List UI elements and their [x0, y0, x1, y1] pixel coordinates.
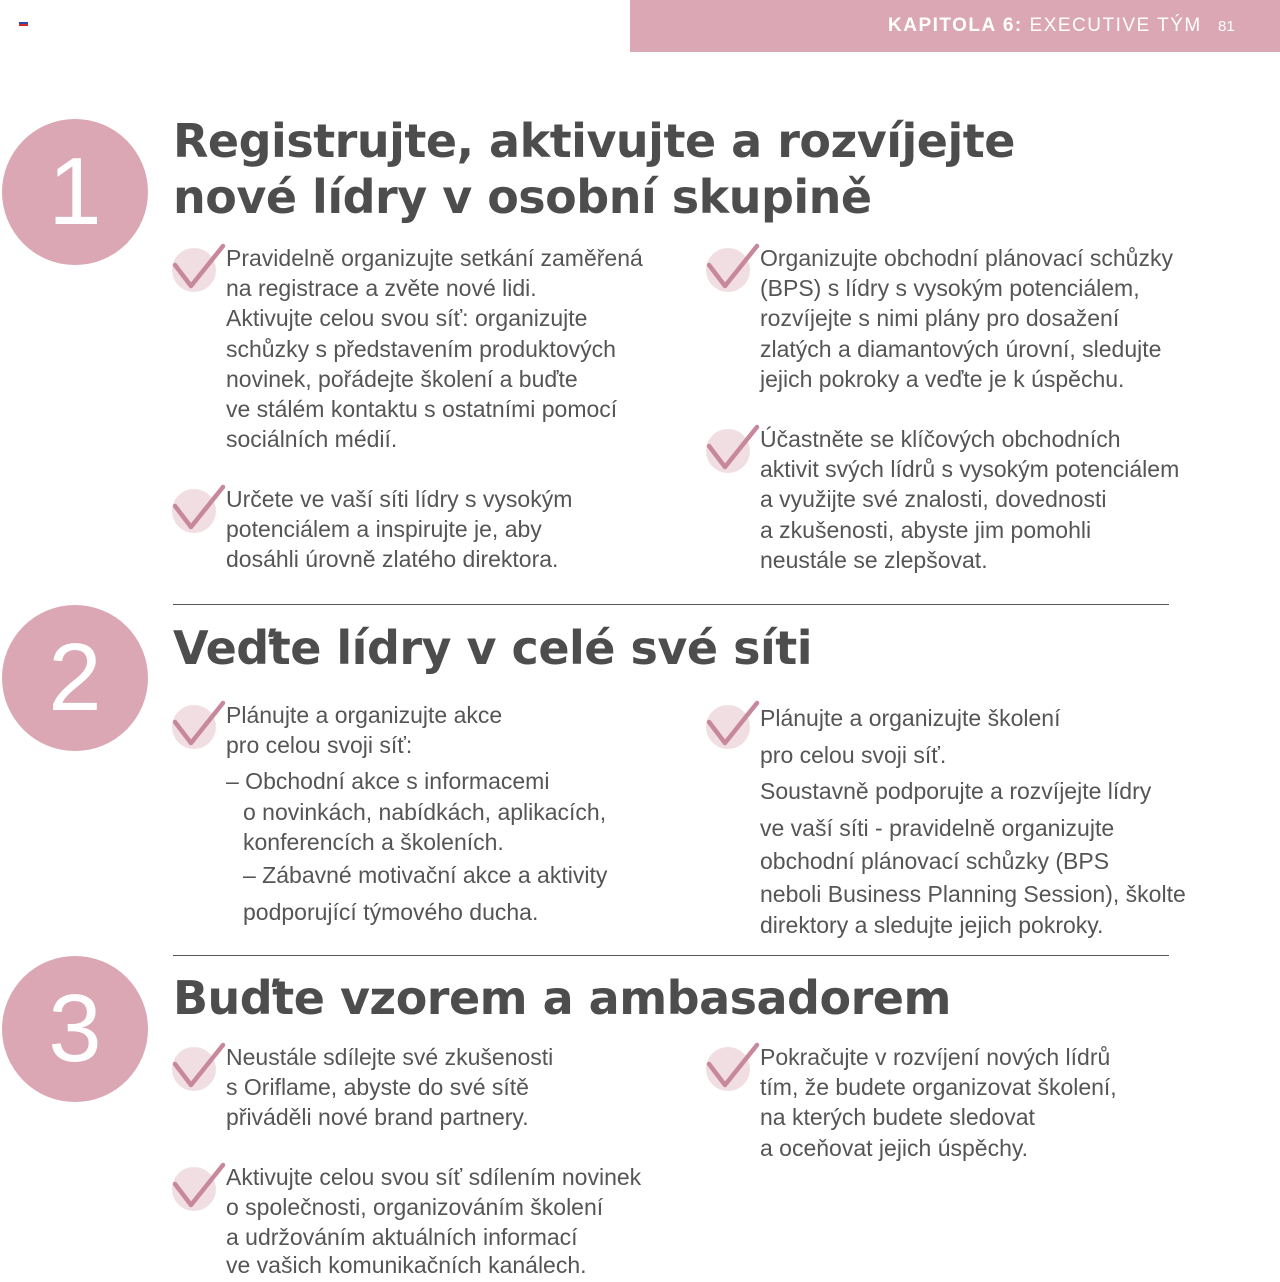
item-text: [226, 484, 572, 575]
list-item: [706, 243, 1173, 394]
text-line: rozvíjejte s nimi plány pro dosažení: [760, 305, 1120, 332]
chapter-header: [630, 0, 1280, 52]
text-line: Neustále sdílejte své zkušenosti: [226, 1044, 554, 1070]
text-line: Plánujte a organizujte akce: [226, 702, 503, 728]
check-mark-icon: [172, 243, 228, 297]
text-line: – Zábavné motivační akce a aktivity: [243, 862, 608, 889]
text-line: neboli Business Planning Session), školte: [760, 881, 1186, 908]
text-line: potenciálem a inspirujte je, aby: [226, 516, 542, 543]
item-text: [760, 1042, 1117, 1163]
text-line: pro celou svoji síť.: [760, 741, 947, 768]
item-text: [760, 243, 1173, 394]
text-line: ve stálém kontaktu s ostatními pomocí: [226, 396, 618, 423]
text-line: neustále se zlepšovat.: [760, 546, 988, 573]
check-mark-icon: [172, 484, 228, 538]
list-item: [172, 700, 607, 930]
text-line: na registrace a zvěte nové lidi.: [226, 275, 537, 302]
section-title-2: [173, 620, 812, 676]
text-line: přiváděli nové brand partnery.: [226, 1104, 529, 1131]
check-mark-icon: [706, 424, 762, 478]
chapter-title: [888, 15, 1202, 37]
text-line: a zkušenosti, abyste jim pomohli: [760, 516, 1092, 543]
text-line: o společnosti, organizováním školení: [226, 1194, 604, 1221]
text-line: ve vašich komunikačních kanálech.: [226, 1251, 587, 1278]
text-line: o novinkách, nabídkách, aplikacích,: [243, 798, 607, 825]
check-mark-icon: [706, 1042, 762, 1096]
list-item: [706, 1042, 1117, 1163]
list-item: [706, 424, 1179, 575]
list-item: [172, 484, 572, 575]
text-line: na kterých budete sledovat: [760, 1104, 1035, 1131]
item-text: [226, 700, 607, 930]
text-line: podporující týmového ducha.: [243, 898, 539, 925]
list-item: [172, 243, 643, 454]
section-title-3: [173, 970, 951, 1026]
text-line: Účastněte se klíčových obchodních: [760, 426, 1121, 452]
text-line: zlatých a diamantových úrovní, sledujte: [760, 335, 1162, 362]
text-line: obchodní plánovací schůzky (BPS: [760, 848, 1110, 874]
check-mark-icon: [172, 1042, 228, 1096]
text-line: (BPS) s lídry s vysokým potenciálem,: [760, 275, 1140, 302]
text-line: direktory a sledujte jejich pokroky.: [760, 911, 1104, 938]
chapter-label: KAPITOLA 6:: [888, 15, 1023, 36]
item-text: [226, 1042, 553, 1133]
text-line: tím, že budete organizovat školení,: [760, 1074, 1117, 1101]
text-line: aktivit svých lídrů s vysokým potenciálem: [760, 456, 1180, 483]
text-line: a oceňovat jejich úspěchy.: [760, 1134, 1029, 1161]
text-line: schůzky s představením produktových: [226, 335, 616, 362]
check-mark-icon: [172, 1162, 228, 1216]
flag-icon: [19, 20, 28, 26]
section-title-1: [173, 113, 1015, 225]
section-divider: [173, 604, 1169, 605]
title-line: Registrujte, aktivujte a rozvíjejte: [173, 114, 1015, 168]
item-text: [760, 424, 1179, 575]
text-line: Aktivujte celou svou síť: organizujte: [226, 305, 588, 332]
text-line: Pravidelně organizujte setkání zaměřená: [226, 245, 643, 271]
chapter-name: EXECUTIVE TÝM: [1029, 15, 1202, 36]
text-line: Určete ve vaší síti lídry s vysokým: [226, 486, 573, 512]
check-mark-icon: [706, 700, 762, 754]
title-line: nové lídry v osobní skupině: [173, 170, 872, 224]
text-line: ve vaší síti - pravidelně organizujte: [760, 814, 1115, 841]
list-item: [172, 1162, 641, 1277]
text-line: konferencích a školeních.: [243, 828, 504, 855]
title-line: Buďte vzorem a ambasadorem: [173, 971, 951, 1025]
section-divider: [173, 955, 1169, 956]
text-line: a udržováním aktuálních informací: [226, 1224, 578, 1251]
section-number-1: 1: [2, 119, 148, 265]
item-text: [226, 243, 643, 454]
text-line: novinek, pořádejte školení a buďte: [226, 365, 578, 392]
section-number-2: 2: [2, 605, 148, 751]
text-line: dosáhli úrovně zlatého direktora.: [226, 546, 559, 573]
list-item: [706, 700, 1186, 937]
text-line: Plánujte a organizujte školení: [760, 705, 1061, 731]
item-text: [226, 1162, 641, 1277]
text-line: Organizujte obchodní plánovací schůzky: [760, 245, 1173, 271]
text-line: pro celou svoji síť:: [226, 732, 413, 759]
item-text: [760, 700, 1186, 937]
title-line: Veďte lídry v celé své síti: [173, 621, 812, 675]
text-line: sociálních médií.: [226, 426, 398, 453]
text-line: Aktivujte celou svou síť sdílením novinek: [226, 1164, 642, 1190]
section-number-3: 3: [2, 956, 148, 1102]
check-mark-icon: [706, 243, 762, 297]
check-mark-icon: [172, 700, 228, 754]
list-item: [172, 1042, 553, 1133]
text-line: Soustavně podporujte a rozvíjejte lídry: [760, 778, 1152, 804]
page-number: 81: [1218, 18, 1235, 35]
text-line: Pokračujte v rozvíjení nových lídrů: [760, 1044, 1111, 1070]
text-line: s Oriflame, abyste do své sítě: [226, 1074, 529, 1101]
text-line: jejich pokroky a veďte je k úspěchu.: [760, 365, 1125, 392]
text-line: a využijte své znalosti, dovednosti: [760, 486, 1107, 513]
text-line: – Obchodní akce s informacemi: [226, 768, 550, 795]
